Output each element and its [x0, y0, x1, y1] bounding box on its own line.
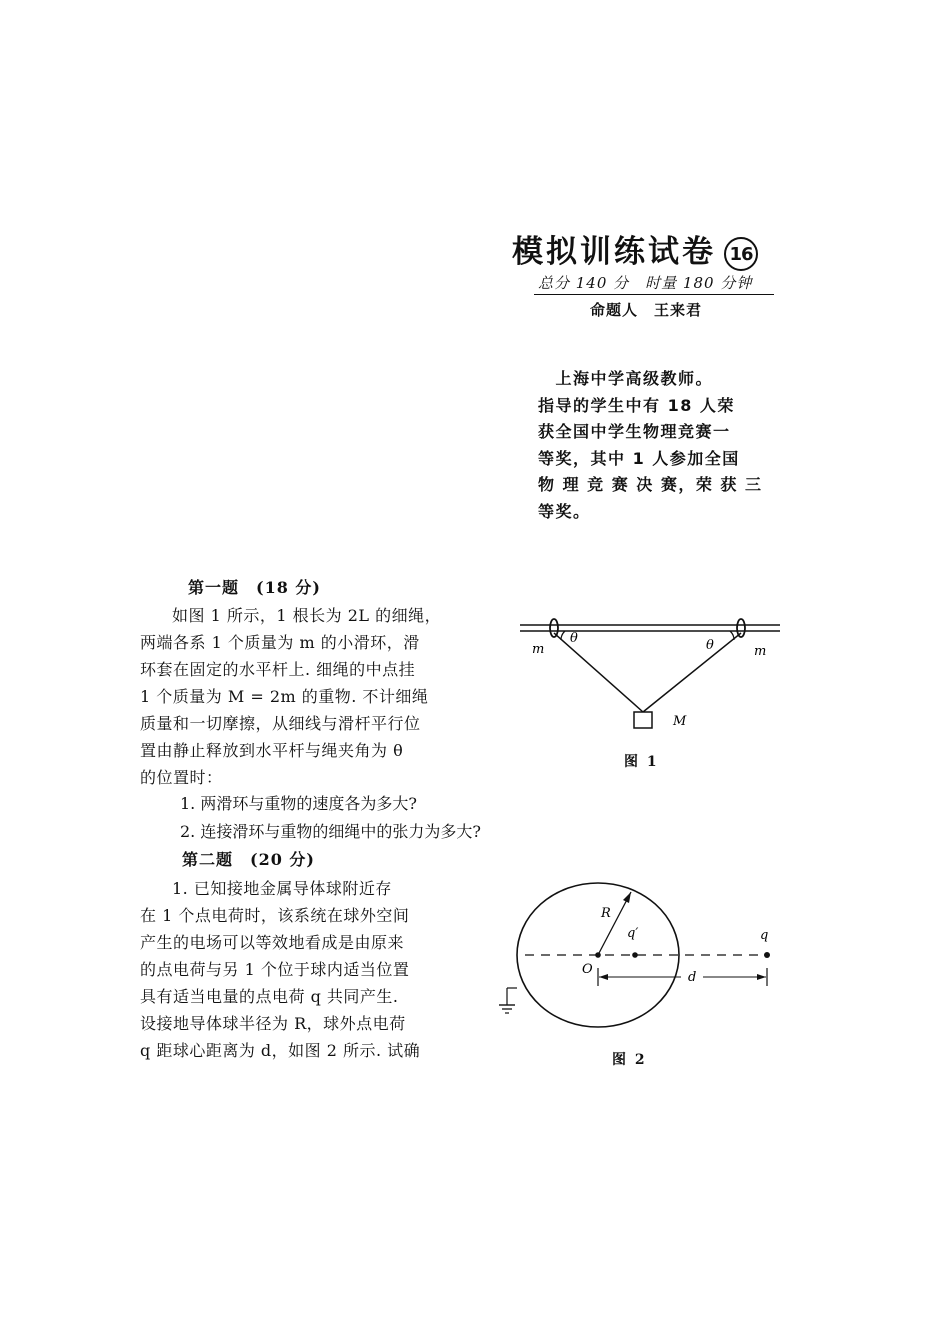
problem1-heading: 第一题 (18 分)	[188, 578, 321, 597]
problem1-line: 的位置时：	[140, 768, 223, 787]
exam-title	[512, 226, 758, 271]
fig1-weight-box	[634, 712, 652, 728]
problem2-line: 的点电荷与另 1 个位于球内适当位置	[140, 960, 410, 979]
fig1-right-angle-label: θ	[706, 638, 714, 653]
problem1-line: 如图 1 所示，1 根长为 2L 的细绳，	[172, 606, 442, 625]
fig1-right-angle-arc	[730, 631, 734, 640]
fig1-weight-label: M	[673, 714, 687, 729]
bio-line: 上海中学高级教师。	[538, 369, 714, 388]
bio-line: 等奖。	[538, 501, 591, 521]
fig2-center-point	[595, 952, 601, 958]
fig1-left-string	[554, 633, 643, 712]
figure2-diagram	[495, 865, 795, 1035]
fig1-right-string	[643, 633, 741, 712]
exam-number-badge: 16	[724, 237, 758, 271]
fig2-charge-point	[764, 952, 770, 958]
problem1-line: 置由静止释放到水平杆与绳夹角为 θ	[140, 741, 404, 760]
problem2-line: 在 1 个点电荷时，该系统在球外空间	[140, 906, 410, 925]
header-rule	[534, 294, 774, 295]
fig1-left-angle-label: θ	[570, 631, 578, 646]
bio-line: 等奖，其中 1 人参加全国	[538, 448, 740, 468]
figure1-diagram	[510, 615, 790, 740]
bio-line: 获全国中学生物理竞赛一	[538, 422, 731, 441]
fig1-left-ring	[550, 619, 558, 637]
author-line: 命题人 王来君	[590, 301, 703, 319]
figure1-caption: 图 1	[624, 754, 659, 770]
fig2-distance-label: d	[688, 970, 697, 985]
author-bio	[538, 366, 780, 525]
problem2-line: 具有适当电量的点电荷 q 共同产生.	[140, 987, 399, 1006]
fig2-dim-arrow-left	[599, 974, 608, 980]
fig2-image-charge-label: q′	[627, 926, 639, 941]
fig1-left-angle-arc	[561, 631, 565, 640]
problem1-line: 环套在固定的水平杆上. 细绳的中点挂	[140, 660, 416, 679]
fig2-image-charge-point	[632, 952, 638, 958]
fig2-radius-arrowhead	[623, 892, 631, 903]
fig2-dim-arrow-right	[757, 974, 766, 980]
fig2-radius-label: R	[601, 906, 611, 921]
problem2-heading: 第二题 (20 分)	[182, 850, 315, 869]
problem1-line: 质量和一切摩擦，从细线与滑杆平行位	[140, 714, 421, 733]
fig2-center-label: O	[582, 962, 593, 977]
problem1-line: 1 个质量为 M = 2m 的重物. 不计细绳	[140, 687, 429, 706]
problem1-text	[140, 602, 441, 791]
score-time-line: 总分 140 分 时量 180 分钟	[538, 274, 753, 292]
problem1-question2: 2. 连接滑环与重物的细绳中的张力为多大?	[180, 822, 481, 841]
problem1-line: 两端各系 1 个质量为 m 的小滑环，滑	[140, 633, 420, 652]
fig2-charge-label: q	[760, 928, 769, 943]
bio-line: 物 理 竞 赛 决 赛，荣 获 三	[538, 475, 763, 494]
problem2-line: 1. 已知接地金属导体球附近存	[172, 879, 392, 898]
problem2-text	[140, 875, 420, 1064]
bio-line: 指导的学生中有 18 人荣	[538, 395, 735, 415]
fig1-right-mass-label: m	[754, 644, 767, 659]
exam-title-text: 模拟训练试卷	[512, 234, 716, 270]
problem1-question1: 1. 两滑环与重物的速度各为多大?	[180, 794, 417, 813]
fig1-left-mass-label: m	[532, 642, 545, 657]
problem2-line: q 距球心距离为 d，如图 2 所示. 试确	[140, 1041, 421, 1060]
figure2-caption: 图 2	[612, 1052, 647, 1068]
problem2-line: 产生的电场可以等效地看成是由原来	[140, 933, 405, 952]
problem2-line: 设接地导体球半径为 R，球外点电荷	[140, 1014, 406, 1033]
